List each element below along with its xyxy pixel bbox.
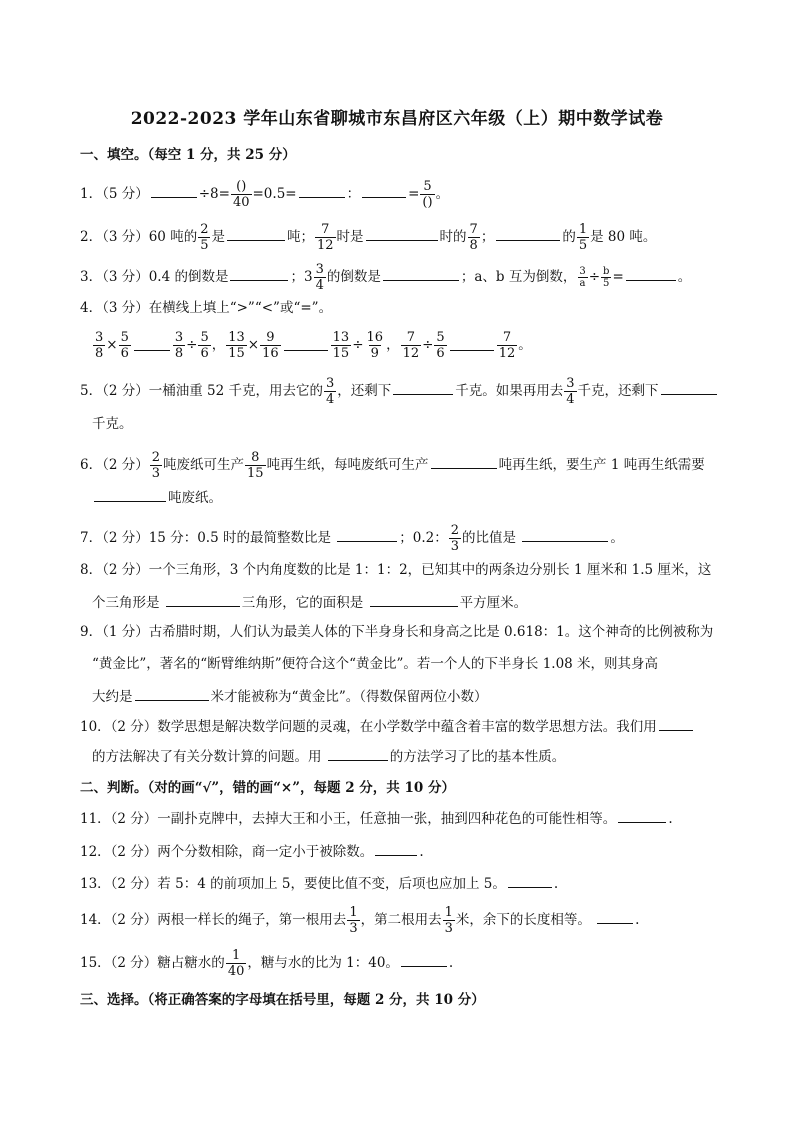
answer-blank[interactable] xyxy=(496,226,560,241)
fraction: $\frac{3}{8}$ xyxy=(95,330,104,361)
answer-blank[interactable] xyxy=(227,226,285,241)
answer-blank[interactable] xyxy=(383,266,459,281)
question-4-comparisons: $\frac{3}{8}$ × $\frac{5}{6}$ $\frac{3}{8}$ ÷ $\frac{5}{6}$ ， $\frac{13}{15}$ × $\frac{9}{16}$ $\frac{13}{15}$ ÷ $\frac{16}{9}$ ， $\frac{7}{12}$ ÷ $\frac{5}{6}$ $\frac{7}{12}$ 。 xyxy=(95,330,532,361)
compare-blank[interactable] xyxy=(134,340,170,351)
fraction: $\frac{3}{4}$ xyxy=(566,376,575,407)
fraction: $\frac{5}{6}$ xyxy=(436,330,445,361)
question-7: 7．（2 分）15 分：0.5 时的最简整数比是 ；0.2： $\frac{2}{3}$ 的比值是 。 xyxy=(80,523,624,554)
fraction: $\frac{5}{()}$ xyxy=(422,179,433,210)
question-15: 15．（2 分）糖占糖水的 $\frac{1}{40}$ ，糖与水的比为 1：40。 . xyxy=(80,948,454,979)
answer-blank[interactable] xyxy=(626,266,676,281)
question-2: 2．（3 分）60 吨的 $\frac{2}{5}$ 是 吨； $\frac{7}{12}$ 时是 时的 $\frac{7}{8}$ ； 的 $\frac{1}{5}$ 是 80 吨。 xyxy=(80,222,657,253)
fraction: $\frac{16}{9}$ xyxy=(366,330,384,361)
answer-blank[interactable] xyxy=(597,909,633,924)
section-multiple-choice-heading: 三、选择。（将正确答案的字母填在括号里，每题 2 分，共 10 分） xyxy=(80,992,485,1008)
fraction: $\frac{13}{15}$ xyxy=(332,330,350,361)
fraction: $\frac{2}{5}$ xyxy=(200,222,209,253)
fraction: $\frac{9}{16}$ xyxy=(262,330,279,361)
question-6: 6．（2 分） $\frac{2}{3}$ 吨废纸可生产 $\frac{8}{15}$ 吨再生纸，每吨废纸可生产 吨再生纸，要生产 1 吨再生纸需要 xyxy=(80,450,705,481)
answer-blank[interactable] xyxy=(366,226,438,241)
fraction: $\frac{8}{15}$ xyxy=(247,450,264,481)
question-8: 8．（2 分）一个三角形，3 个内角度数的比是 1：1：2，已知其中的两条边分别长 1 厘米和 1.5 厘米，这 xyxy=(80,562,712,578)
question-13: 13．（2 分）若 5：4 的前项加上 5，要使比值不变，后项也应加上 5。 . xyxy=(80,873,558,894)
answer-blank[interactable] xyxy=(393,380,453,395)
fraction: $\frac{13}{15}$ xyxy=(228,330,245,361)
question-3: 3．（3 分）0.4 的倒数是 ；3 $\frac{3}{4}$ 的倒数是 ；a、b 互为倒数， $\frac{3}{a}$ ÷ $\frac{b}{5}$ = 。 xyxy=(80,262,692,293)
answer-blank[interactable] xyxy=(508,873,552,888)
fraction: $\frac{()}{40}$ xyxy=(232,179,250,210)
answer-blank[interactable] xyxy=(618,808,666,823)
answer-blank[interactable] xyxy=(659,716,693,731)
answer-blank[interactable] xyxy=(151,183,197,198)
question-5: 5．（2 分）一桶油重 52 千克，用去它的 $\frac{3}{4}$ ，还剩下 千克。如果再用去 $\frac{3}{4}$ 千克，还剩下 xyxy=(80,376,719,407)
answer-blank[interactable] xyxy=(362,183,406,198)
question-14: 14．（2 分）两根一样长的绳子，第一根用去 $\frac{1}{3}$ ，第二根用去 $\frac{1}{3}$ 米，余下的长度相等。 . xyxy=(80,905,640,936)
fraction: $\frac{7}{12}$ xyxy=(498,330,516,361)
answer-blank[interactable] xyxy=(328,746,388,761)
question-9: 9．（1 分）古希腊时期，人们认为最美人体的下半身身长和身高之比是 0.618：1。这个神奇的比例被称为 xyxy=(80,624,714,640)
fraction: $\frac{3}{4}$ xyxy=(325,376,335,407)
fraction: $\frac{1}{40}$ xyxy=(227,948,245,979)
question-9-cont2: 大约是 米才能被称为“黄金比”。（得数保留两位小数） xyxy=(92,686,488,707)
fraction: $\frac{2}{3}$ xyxy=(450,523,460,554)
fraction: $\frac{b}{5}$ xyxy=(603,266,610,289)
answer-blank[interactable] xyxy=(135,686,209,701)
fraction: $\frac{5}{6}$ xyxy=(120,330,129,361)
answer-blank[interactable] xyxy=(166,592,240,607)
question-12: 12．（2 分）两个分数相除，商一定小于被除数。 . xyxy=(80,841,424,862)
answer-blank[interactable] xyxy=(661,380,717,395)
fraction: $\frac{3}{a}$ xyxy=(579,266,586,289)
answer-blank[interactable] xyxy=(522,527,608,542)
fraction: $\frac{3}{8}$ xyxy=(174,330,184,361)
compare-blank[interactable] xyxy=(284,340,328,351)
question-5-cont: 千克。 xyxy=(92,416,133,432)
section-fill-blank-heading: 一、填空。（每空 1 分，共 25 分） xyxy=(80,147,296,163)
fraction: $\frac{1}{5}$ xyxy=(578,222,588,253)
answer-blank[interactable] xyxy=(401,952,447,967)
fraction: $\frac{7}{12}$ xyxy=(402,330,420,361)
fraction: $\frac{7}{12}$ xyxy=(316,222,334,253)
section-true-false-heading: 二、判断。（对的画“√”，错的画“×”，每题 2 分，共 10 分） xyxy=(80,780,455,796)
question-6-cont: 吨废纸。 xyxy=(92,487,222,508)
fraction: $\frac{3}{4}$ xyxy=(315,262,324,293)
question-9-cont: “黄金比”，著名的“断臂维纳斯”便符合这个“黄金比”。若一个人的下半身长 1.08 米，则其身高 xyxy=(92,656,659,672)
fraction: $\frac{2}{3}$ xyxy=(151,450,161,481)
fraction: $\frac{5}{6}$ xyxy=(200,330,209,361)
answer-blank[interactable] xyxy=(299,183,345,198)
answer-blank[interactable] xyxy=(337,527,397,542)
question-10: 10．（2 分）数学思想是解决数学问题的灵魂，在小学数学中蕴含着丰富的数学思想方法。我们用 xyxy=(80,716,695,737)
question-1: 1．（5 分） ÷8= $\frac{()}{40}$ =0.5= ： = $\frac{5}{()}$ 。 xyxy=(80,179,450,210)
fraction: $\frac{7}{8}$ xyxy=(469,222,478,253)
answer-blank[interactable] xyxy=(94,487,166,502)
answer-blank[interactable] xyxy=(431,454,497,469)
fraction: $\frac{1}{3}$ xyxy=(444,905,453,936)
page-title: 2022-2023 学年山东省聊城市东昌府区六年级（上）期中数学试卷 xyxy=(130,109,664,129)
answer-blank[interactable] xyxy=(375,841,417,856)
question-8-cont: 个三角形是 三角形，它的面积是 平方厘米。 xyxy=(92,592,527,613)
fraction: $\frac{1}{3}$ xyxy=(349,905,358,936)
compare-blank[interactable] xyxy=(450,340,494,351)
answer-blank[interactable] xyxy=(370,592,458,607)
question-11: 11．（2 分）一副扑克牌中，去掉大王和小王，任意抽一张，抽到四种花色的可能性相等。 . xyxy=(80,808,673,829)
answer-blank[interactable] xyxy=(230,266,288,281)
question-10-cont: 的方法解决了有关分数计算的问题。用 的方法学习了比的基本性质。 xyxy=(92,746,565,767)
question-4-stem: 4．（3 分）在横线上填上“>”“<”或“=”。 xyxy=(80,300,333,316)
